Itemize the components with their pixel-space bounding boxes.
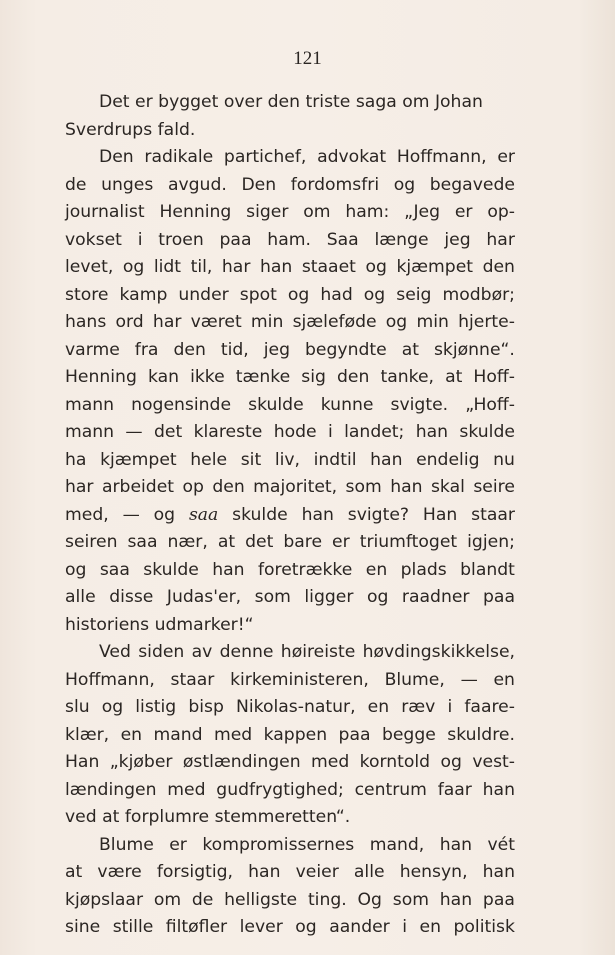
text-line bbox=[65, 832, 515, 860]
word: fordomsfri bbox=[290, 174, 380, 195]
word: radikale bbox=[144, 147, 214, 167]
word: op bbox=[182, 477, 204, 497]
text-line bbox=[65, 282, 515, 310]
word: staar bbox=[170, 669, 215, 690]
word: han bbox=[415, 422, 449, 442]
text-line bbox=[65, 144, 515, 172]
word: har bbox=[65, 477, 94, 497]
word: saa bbox=[99, 559, 130, 580]
word: kompromissernes bbox=[202, 834, 355, 855]
word: ved bbox=[65, 807, 97, 827]
text-line bbox=[65, 612, 515, 640]
word: ræv bbox=[401, 697, 436, 717]
text-line bbox=[65, 117, 515, 145]
word: blandt bbox=[460, 559, 515, 580]
word: han bbox=[301, 504, 334, 525]
word: foretrække bbox=[257, 559, 353, 580]
word: tanke, bbox=[380, 367, 434, 387]
word: Saa bbox=[326, 229, 359, 250]
body-text bbox=[65, 89, 515, 942]
word: og bbox=[122, 257, 145, 277]
word: triste bbox=[305, 92, 351, 112]
word: liv, bbox=[274, 449, 301, 470]
word: aander bbox=[329, 917, 390, 937]
word: og bbox=[385, 312, 408, 332]
word: korntold bbox=[359, 752, 431, 772]
word: stille bbox=[112, 917, 154, 937]
word: av bbox=[191, 642, 213, 662]
word: sjæleføde bbox=[292, 312, 377, 332]
text-line bbox=[65, 529, 515, 557]
word: — bbox=[125, 422, 143, 442]
word: kan bbox=[147, 367, 180, 387]
word: raadner bbox=[401, 587, 470, 607]
text-line bbox=[65, 199, 515, 227]
word: klær, bbox=[65, 724, 110, 745]
word: en bbox=[365, 559, 388, 580]
word: svigte. bbox=[390, 394, 449, 415]
word: hensyn, bbox=[399, 862, 468, 882]
word: bisp bbox=[188, 697, 224, 717]
word: — bbox=[460, 669, 478, 690]
word: sit bbox=[240, 449, 262, 470]
word: siden bbox=[138, 642, 185, 662]
word: en bbox=[120, 724, 143, 745]
word: indtil bbox=[313, 449, 357, 470]
word: at bbox=[65, 862, 83, 882]
word: skuldre. bbox=[447, 724, 515, 745]
word: det bbox=[153, 422, 183, 442]
word: kappen bbox=[263, 724, 328, 745]
word: Sverdrups bbox=[65, 119, 153, 140]
word: en bbox=[493, 669, 515, 690]
word: er bbox=[135, 92, 153, 112]
text-line bbox=[65, 639, 515, 667]
word: under bbox=[178, 284, 229, 305]
word: lever bbox=[239, 917, 283, 937]
word: troen bbox=[158, 229, 204, 250]
text-line bbox=[65, 722, 515, 750]
word: i bbox=[447, 697, 453, 717]
word: hans bbox=[65, 312, 107, 332]
word: majoritet, bbox=[253, 477, 338, 497]
word: at bbox=[401, 339, 419, 360]
word: de bbox=[65, 174, 87, 195]
word: journalist bbox=[65, 202, 145, 222]
word: skulde bbox=[459, 422, 515, 442]
word: og bbox=[295, 917, 317, 937]
word: Det bbox=[99, 92, 130, 112]
text-line bbox=[65, 447, 515, 475]
word: kjæmpet bbox=[100, 449, 177, 470]
word: og bbox=[365, 257, 387, 277]
word: ting. bbox=[307, 889, 347, 910]
word: staar bbox=[471, 504, 515, 525]
word: tænke bbox=[235, 367, 291, 387]
word: saa bbox=[127, 532, 158, 552]
word: længe bbox=[374, 229, 429, 250]
word: kamp bbox=[119, 284, 168, 305]
word: er bbox=[169, 834, 187, 855]
word: over bbox=[223, 92, 263, 112]
text-line bbox=[65, 309, 515, 337]
word: min bbox=[250, 312, 284, 332]
word: helligste bbox=[224, 889, 298, 910]
word: kunne bbox=[320, 394, 374, 415]
word: centrum bbox=[354, 779, 427, 800]
word: alle bbox=[353, 862, 385, 882]
text-line bbox=[65, 172, 515, 200]
text-line bbox=[65, 502, 515, 530]
word: avgud. bbox=[167, 174, 227, 195]
word: i bbox=[137, 229, 143, 250]
word: politisk bbox=[453, 917, 515, 937]
word: kirkeministeren, bbox=[230, 669, 369, 690]
word: op- bbox=[487, 202, 515, 222]
word: og bbox=[65, 559, 87, 580]
word: en bbox=[367, 697, 390, 717]
word: og bbox=[366, 587, 389, 607]
word: og bbox=[363, 284, 386, 305]
word: som bbox=[345, 477, 382, 497]
word: partichef, bbox=[223, 147, 307, 167]
word: han bbox=[439, 889, 473, 910]
word: nogensinde bbox=[131, 394, 232, 415]
word: landet; bbox=[344, 422, 405, 442]
word: og bbox=[440, 752, 462, 772]
word: med, bbox=[65, 504, 109, 525]
text-line bbox=[65, 887, 515, 915]
word: og bbox=[101, 697, 124, 717]
word: været bbox=[190, 312, 242, 332]
word: har bbox=[486, 229, 515, 250]
word: til, bbox=[190, 257, 213, 277]
word: han bbox=[390, 477, 423, 497]
word: udmarker!“ bbox=[154, 614, 254, 635]
word: er bbox=[454, 202, 473, 222]
word: mann bbox=[65, 422, 115, 442]
word: klareste bbox=[193, 422, 263, 442]
word: Hoffmann, bbox=[396, 147, 487, 167]
word: han bbox=[482, 779, 515, 800]
word: veier bbox=[295, 862, 339, 882]
word: forsigtig, bbox=[156, 862, 234, 882]
word: stemmeretten“. bbox=[214, 807, 351, 827]
word: om bbox=[153, 889, 182, 910]
word: ord bbox=[115, 312, 144, 332]
word: Henning bbox=[159, 202, 232, 222]
word: den bbox=[337, 367, 370, 387]
word: spot bbox=[239, 284, 277, 305]
word: denne bbox=[219, 642, 274, 662]
word: høireiste bbox=[280, 642, 356, 662]
word: had bbox=[320, 284, 353, 305]
word: faare- bbox=[464, 697, 515, 717]
word: faar bbox=[437, 779, 472, 800]
word: saa bbox=[188, 504, 219, 525]
word: om bbox=[402, 92, 430, 112]
text-line bbox=[65, 227, 515, 255]
word: begyndte bbox=[305, 339, 387, 360]
word: Hoff- bbox=[473, 367, 515, 387]
word: han bbox=[439, 834, 473, 855]
text-line bbox=[65, 364, 515, 392]
text-line bbox=[65, 474, 515, 502]
word: begge bbox=[381, 724, 436, 745]
text-line bbox=[65, 777, 515, 805]
text-line bbox=[65, 859, 515, 887]
word: Hoffmann, bbox=[65, 669, 155, 690]
word: jeg bbox=[263, 339, 290, 360]
word: er bbox=[332, 532, 350, 552]
word: bygget bbox=[158, 92, 219, 112]
word: Han bbox=[65, 752, 100, 772]
word: disse bbox=[109, 587, 154, 607]
word: begavede bbox=[429, 174, 515, 195]
word: og bbox=[287, 284, 310, 305]
word: at bbox=[445, 367, 463, 387]
word: Blume bbox=[99, 834, 154, 855]
word: endelig bbox=[416, 449, 480, 470]
word: med bbox=[213, 724, 253, 745]
word: vokset bbox=[65, 229, 122, 250]
word: om bbox=[303, 202, 331, 222]
word: hjerte- bbox=[458, 312, 515, 332]
word: og bbox=[393, 174, 416, 195]
word: han bbox=[259, 257, 293, 277]
word: levet, bbox=[65, 257, 114, 277]
word: svigte? bbox=[347, 504, 410, 525]
word: høvdingskikkelse, bbox=[362, 642, 515, 662]
word: at bbox=[217, 532, 236, 552]
word: Blume, bbox=[384, 669, 445, 690]
word: den bbox=[212, 477, 245, 497]
word: en bbox=[419, 917, 441, 937]
word: med bbox=[311, 752, 350, 772]
text-line bbox=[65, 337, 515, 365]
word: staaet bbox=[301, 257, 356, 277]
word: vét bbox=[487, 834, 515, 855]
text-line bbox=[65, 419, 515, 447]
text-line bbox=[65, 89, 515, 117]
word: Henning bbox=[65, 367, 137, 387]
word: paa bbox=[483, 587, 515, 607]
word: siger bbox=[246, 202, 289, 222]
text-line bbox=[65, 557, 515, 585]
word: arbeidet bbox=[101, 477, 175, 497]
word: med bbox=[167, 779, 206, 800]
word: triumftoget bbox=[359, 532, 458, 552]
word: skulde bbox=[248, 394, 304, 415]
text-line bbox=[65, 254, 515, 282]
word: modbør; bbox=[442, 284, 515, 305]
word: jeg bbox=[444, 229, 471, 250]
word: igjen; bbox=[467, 532, 515, 552]
text-line bbox=[65, 804, 515, 832]
word: fald. bbox=[157, 119, 196, 140]
word: lidt bbox=[153, 257, 182, 277]
text-line bbox=[65, 694, 515, 722]
word: hode bbox=[273, 422, 317, 442]
word: den bbox=[173, 339, 206, 360]
word: Nikolas-natur, bbox=[236, 697, 356, 717]
text-line bbox=[65, 667, 515, 695]
word: østlændingen bbox=[182, 752, 301, 772]
word: i bbox=[327, 422, 333, 442]
word: forplumre bbox=[124, 807, 210, 827]
word: seiren bbox=[65, 532, 118, 552]
word: han bbox=[212, 559, 245, 580]
word: skjønne“. bbox=[433, 339, 515, 360]
word: hele bbox=[190, 449, 228, 470]
word: — bbox=[122, 504, 140, 525]
word: nær, bbox=[167, 532, 208, 552]
word: ligger bbox=[304, 587, 354, 607]
word: ikke bbox=[190, 367, 225, 387]
word: ham. bbox=[267, 229, 311, 250]
word: i bbox=[402, 917, 408, 937]
word: seire bbox=[473, 477, 515, 497]
word: Den bbox=[241, 174, 277, 195]
word: „kjøber bbox=[109, 752, 173, 772]
word: gudfrygtighed; bbox=[216, 779, 344, 800]
word: paa bbox=[219, 229, 252, 250]
word: er bbox=[497, 147, 515, 167]
word: være bbox=[97, 862, 142, 882]
word: som bbox=[254, 587, 291, 607]
word: ha bbox=[65, 449, 87, 470]
word: paa bbox=[482, 889, 515, 910]
word: han bbox=[248, 862, 281, 882]
word: „Jeg bbox=[404, 202, 441, 222]
word: listig bbox=[135, 697, 177, 717]
word: min bbox=[416, 312, 449, 332]
word: Den bbox=[99, 147, 134, 167]
word: saga bbox=[355, 92, 397, 112]
text-line bbox=[65, 584, 515, 612]
word: og bbox=[153, 504, 176, 525]
word: varme bbox=[65, 339, 120, 360]
word: sig bbox=[301, 367, 326, 387]
word: mand bbox=[153, 724, 203, 745]
word: tid, bbox=[220, 339, 249, 360]
word: fra bbox=[134, 339, 159, 360]
word: kjæmpet bbox=[396, 257, 474, 277]
word: paa bbox=[338, 724, 371, 745]
word: vest- bbox=[472, 752, 515, 772]
word: skulde bbox=[143, 559, 199, 580]
word: sine bbox=[65, 917, 101, 937]
word: nu bbox=[493, 449, 515, 470]
word: den bbox=[482, 257, 515, 277]
word: Johan bbox=[434, 92, 483, 112]
word: mand, bbox=[369, 834, 425, 855]
word: store bbox=[65, 284, 109, 305]
word: unges bbox=[101, 174, 154, 195]
text-line bbox=[65, 914, 515, 942]
word: skulde bbox=[232, 504, 288, 525]
word: „Hoff- bbox=[465, 394, 515, 415]
word: at bbox=[102, 807, 120, 827]
word: Han bbox=[422, 504, 458, 525]
word: kjøpslaar bbox=[65, 889, 144, 910]
word: bare bbox=[283, 532, 323, 552]
word: den bbox=[267, 92, 301, 112]
word: slu bbox=[65, 697, 90, 717]
word: Ved bbox=[99, 642, 131, 662]
word: filtøfler bbox=[165, 917, 228, 937]
text-line bbox=[65, 749, 515, 777]
word: han bbox=[370, 449, 403, 470]
word: advokat bbox=[317, 147, 387, 167]
word: har bbox=[221, 257, 251, 277]
word: historiens bbox=[65, 614, 150, 635]
word: mann bbox=[65, 394, 115, 415]
word: Judas'er, bbox=[166, 587, 242, 607]
word: de bbox=[191, 889, 214, 910]
word: Og bbox=[357, 889, 382, 910]
word: lændingen bbox=[65, 779, 157, 800]
word: har bbox=[152, 312, 182, 332]
word: det bbox=[245, 532, 274, 552]
word: ham: bbox=[345, 202, 390, 222]
text-line bbox=[65, 392, 515, 420]
word: plads bbox=[400, 559, 447, 580]
word: seig bbox=[396, 284, 432, 305]
page-number: 121 bbox=[293, 48, 322, 69]
word: skal bbox=[430, 477, 465, 497]
word: han bbox=[482, 862, 515, 882]
word: som bbox=[392, 889, 429, 910]
word: alle bbox=[65, 587, 96, 607]
